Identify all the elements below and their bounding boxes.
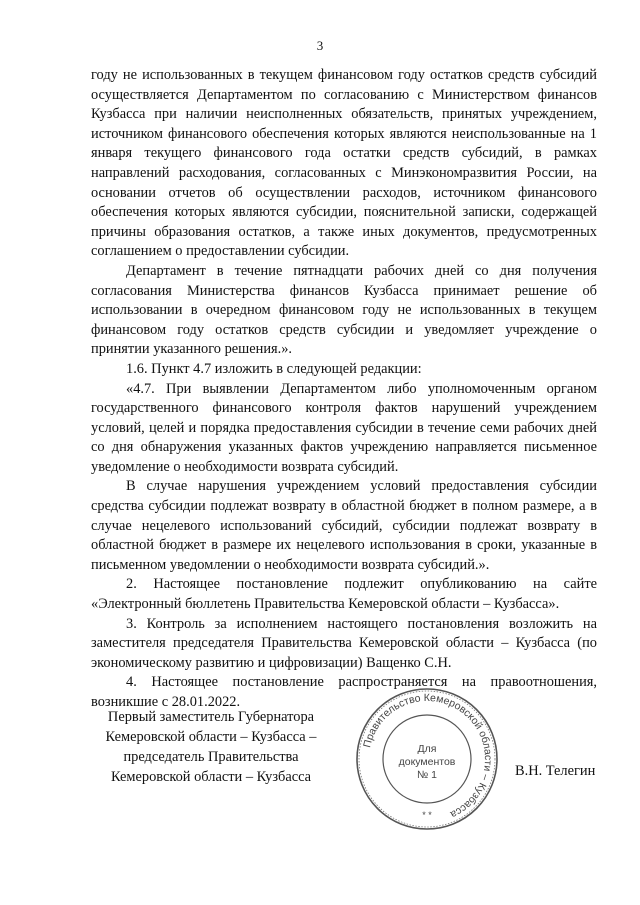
paragraph-1: году не использованных в текущем финансовом году остатков средств субсидий осуществляется Департаментом по согласованию с Министерством финансов Кузбасса при наличии неисполненных обязательств, принятых учреждением, источником финансового обеспечения которых являются неиспользованные на 1 января текущего финансового года остатки средств субсидий, в рамках направлений расходования, согласованных с Минэкономразвития России, на основании отчетов об осуществлении расходов, источником финансового обеспечения которых являются субсидии, пояснительной записки, содержащей причины образования остатков, а также иных документов, предусмотренных соглашением о предоставлении субсидии. [91,67,597,260]
stamp-center-line: документов [398,756,456,768]
paragraph-2: Департамент в течение пятнадцати рабочих дней со дня получения согласования Министерства финансов Кузбасса принимает решение об использовании в очередном финансовом году не использованных в текущем финансовом году остатков средств субсидии и уведомляет учреждение о принятии указанного решения.». [91,262,597,358]
paragraph-6: 2. Настоящее постановление подлежит опубликованию на сайте «Электронный бюллетень Правительства Кемеровской области – Кузбасса». [91,576,597,613]
page-number: 3 [316,38,324,53]
document-body [91,66,597,713]
paragraph-7: 3. Контроль за исполнением настоящего постановления возложить на заместителя председателя Правительства Кемеровской области – Кузбасса (по экономическому развитию и цифровизации) Ващенко С.Н. [91,615,597,671]
signer-name: В.Н. Телегин [515,763,596,779]
signatory-line: председатель Правительства [123,749,299,765]
official-stamp [354,686,500,832]
stamp-center-line: Для [417,743,437,755]
signatory-line: Первый заместитель Губернатора [107,709,315,725]
paragraph-3: 1.6. Пункт 4.7 изложить в следующей редакции: [126,360,422,377]
signatory-title [91,707,331,787]
stamp-stars: * * [422,810,432,820]
signatory-line: Кемеровской области – Кузбасса – [105,729,317,745]
paragraph-5: В случае нарушения учреждением условий предоставления субсидии средства субсидии подлежат возврату в областной бюджет в полном размере, а в случае нецелевого использований субсидий, субсидии подлежат возврату в областной бюджет в размере их нецелевого использования в сроки, указанные в письменном уведомлении о необходимости возврата субсидий.». [91,478,597,573]
paragraph-8: 4. Настоящее постановление распространяется на правоотношения, возникшие с 28.01.2022. [91,674,597,710]
stamp-ring-text: Правительство Кемеровской области – Кузбасса [361,691,495,821]
signatory-line: Кемеровской области – Кузбасса [110,769,312,785]
stamp-center-line: № 1 [416,769,438,781]
paragraph-4: «4.7. При выявлении Департаментом либо уполномоченным органом государственного финансового контроля фактов нарушений учреждением условий, целей и порядка предоставления субсидии в течение семи рабочих дней со дня обнаружения указанных фактов учреждению направляется письменное уведомление о необходимости возврата субсидий. [91,380,597,475]
